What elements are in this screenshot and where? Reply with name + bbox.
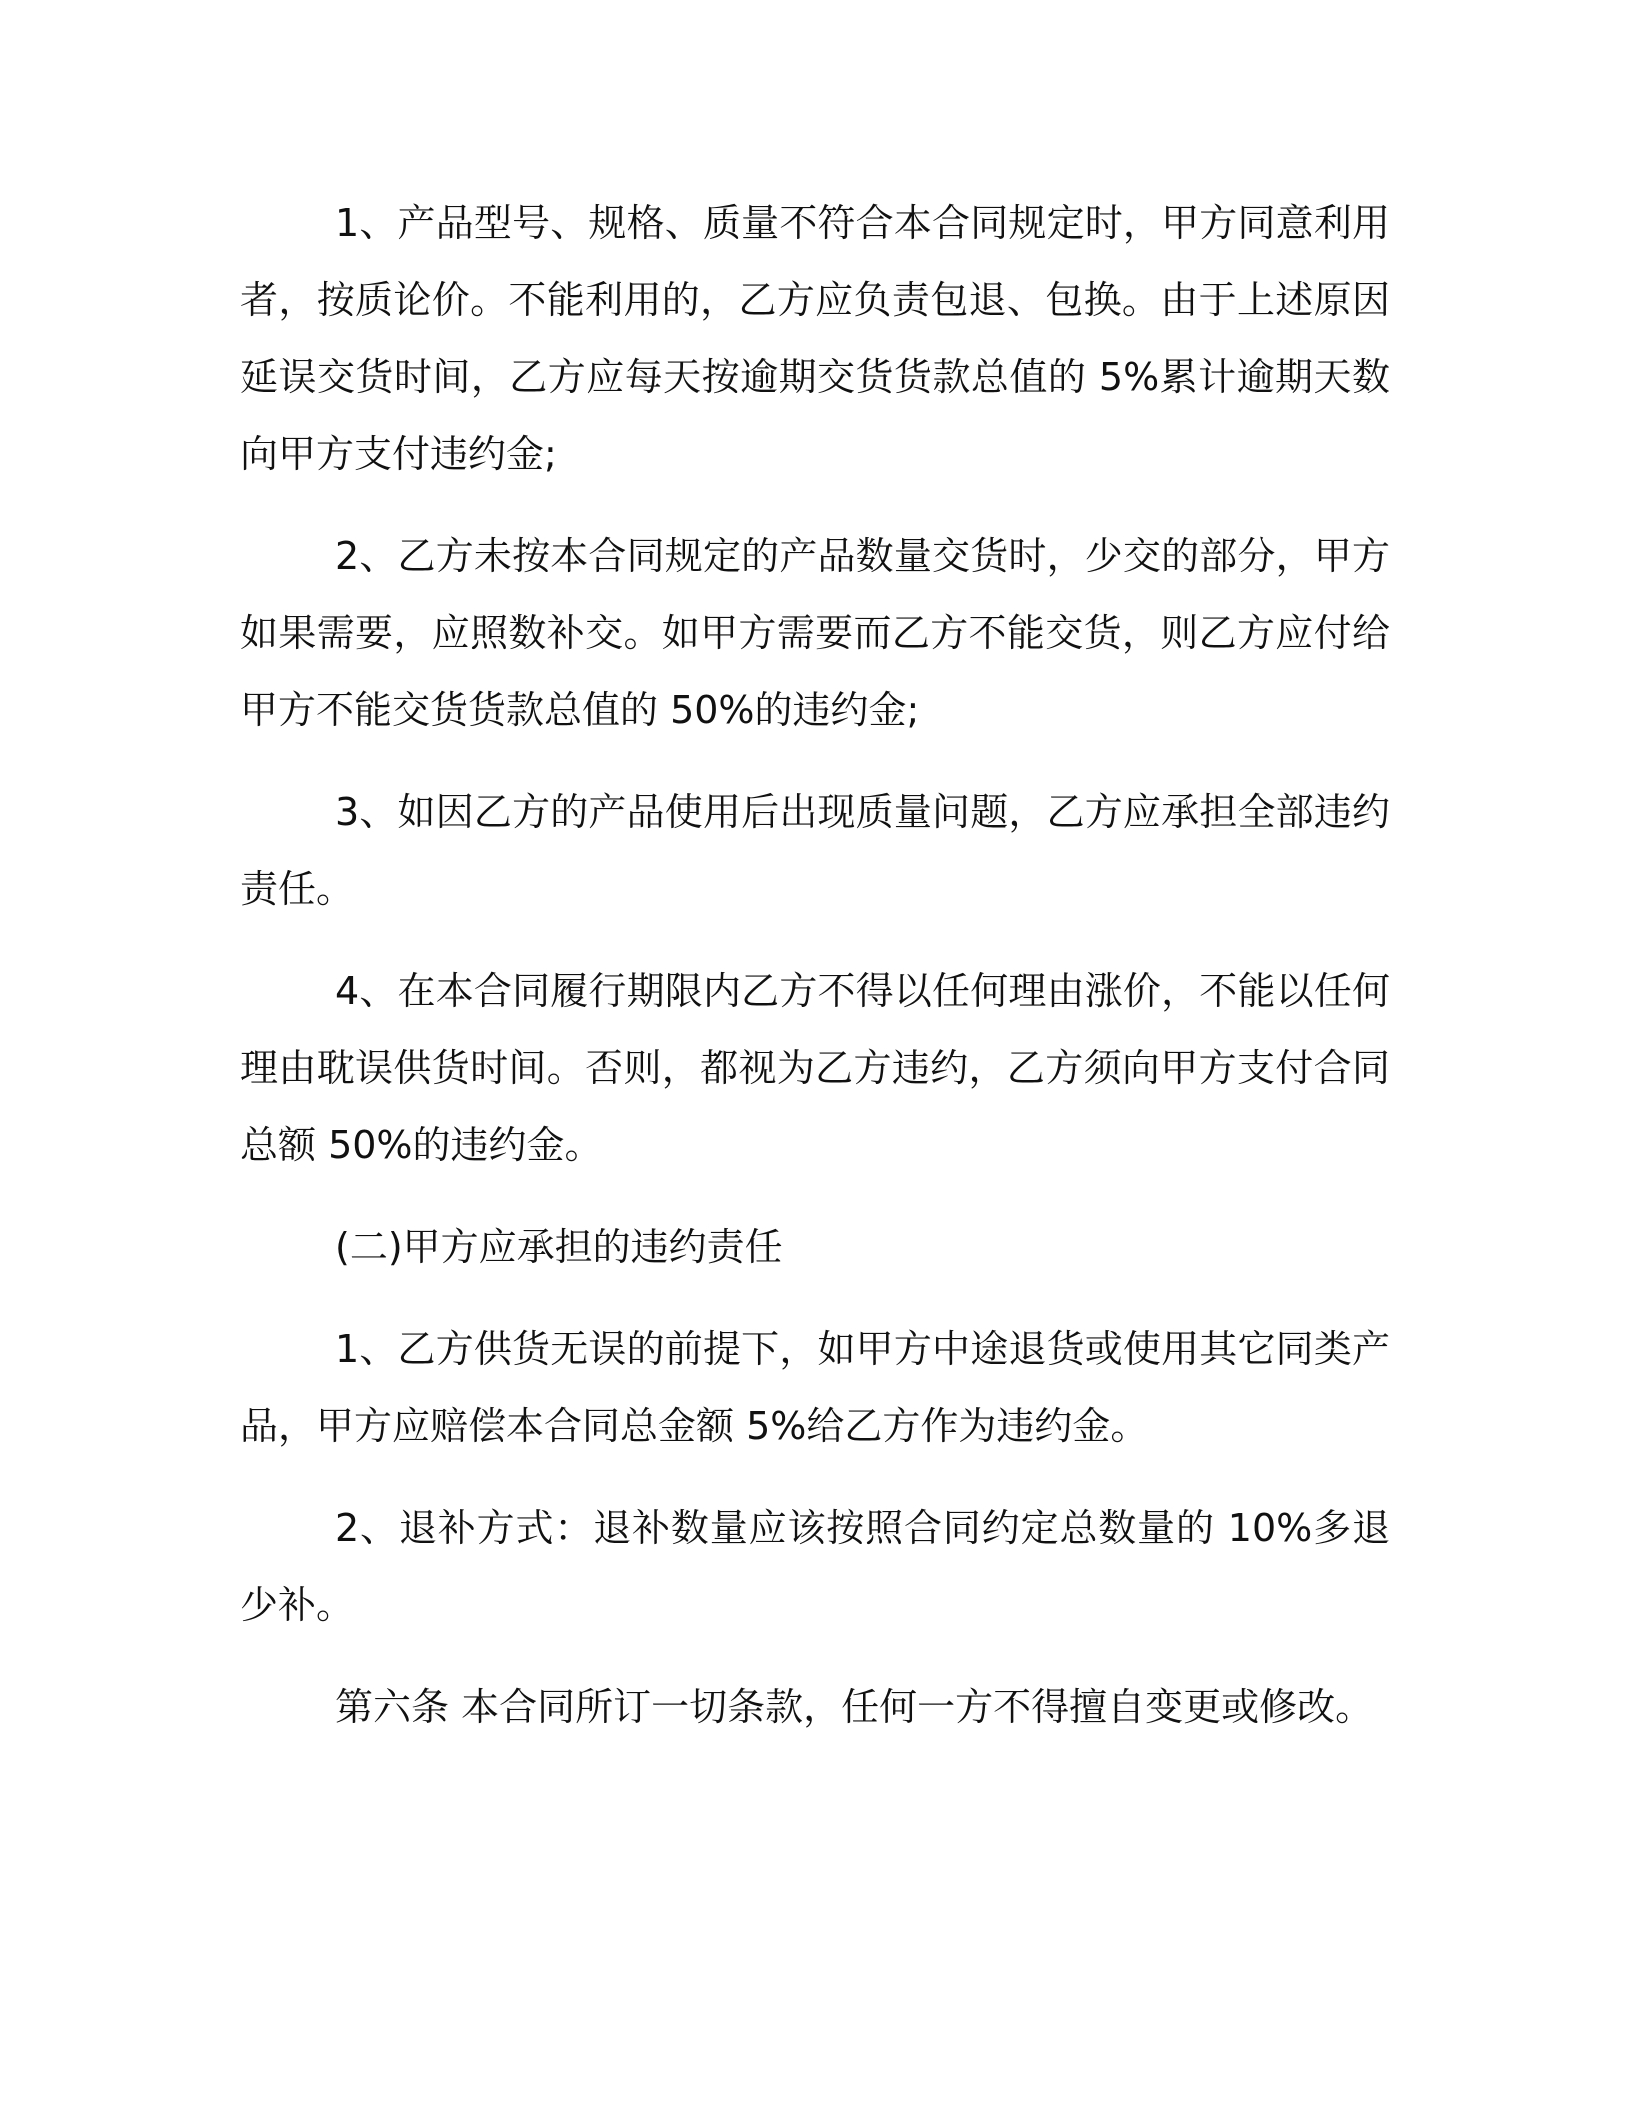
paragraph-seller-quality-problem: 3、如因乙方的产品使用后出现质量问题，乙方应承担全部违约责任。 <box>240 790 1390 911</box>
paragraph-seller-price-increase: 4、在本合同履行期限内乙方不得以任何理由涨价，不能以任何理由耽误供货时间。否则，都视为乙方违约，乙方须向甲方支付合同总额 50%的违约金。 <box>240 969 1390 1167</box>
document-body <box>240 185 1390 1746</box>
section-heading-buyer-liability: (二)甲方应承担的违约责任 <box>335 1225 783 1269</box>
paragraph-article-six: 第六条 本合同所订一切条款，任何一方不得擅自变更或修改。 <box>335 1685 1374 1729</box>
paragraph-seller-quantity-liability: 2、乙方未按本合同规定的产品数量交货时，少交的部分，甲方如果需要，应照数补交。如甲方需要而乙方不能交货，则乙方应付给甲方不能交货货款总值的 50%的违约金; <box>240 534 1390 732</box>
paragraph-return-method: 2、退补方式：退补数量应该按照合同约定总数量的 10%多退少补。 <box>240 1506 1390 1627</box>
paragraph-buyer-return-liability: 1、乙方供货无误的前提下，如甲方中途退货或使用其它同类产品，甲方应赔偿本合同总金额 5%给乙方作为违约金。 <box>240 1327 1390 1448</box>
paragraph-seller-quality-liability: 1、产品型号、规格、质量不符合本合同规定时，甲方同意利用者，按质论价。不能利用的，乙方应负责包退、包换。由于上述原因延误交货时间，乙方应每天按逾期交货货款总值的 5%累计逾期天数向甲方支付违约金; <box>240 201 1390 476</box>
